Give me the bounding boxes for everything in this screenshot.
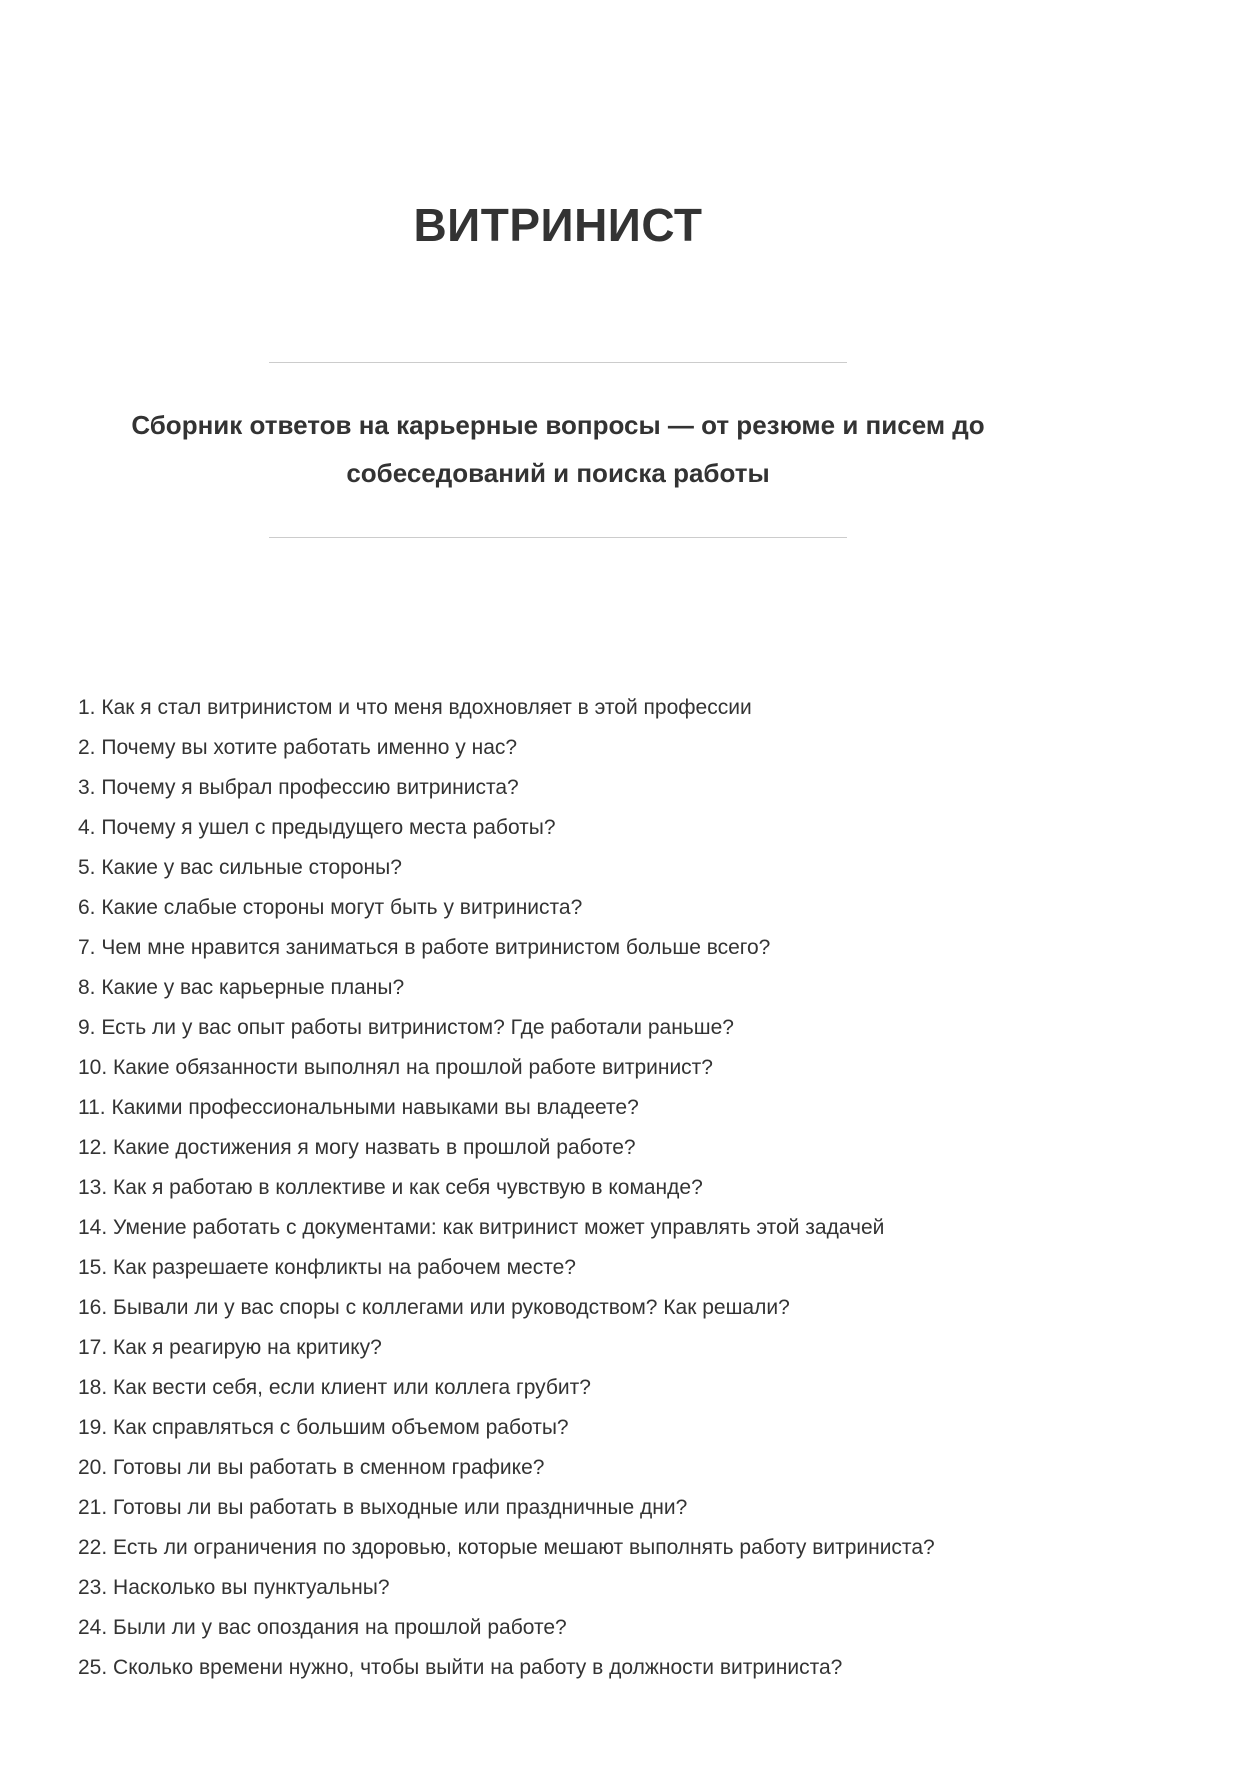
document-page <box>78 31 1038 1681</box>
list-item-text: Как справляться с большим объемом работы? <box>113 1415 569 1439</box>
list-item <box>78 735 1038 761</box>
list-item-number: 3. <box>78 775 96 799</box>
divider-line-top <box>269 362 847 363</box>
list-item-text: Какими профессиональными навыками вы владеете? <box>111 1095 639 1119</box>
list-item <box>78 1135 1038 1161</box>
list-item-text: Бывали ли у вас споры с коллегами или руководством? Как решали? <box>113 1295 790 1319</box>
list-item-number: 8. <box>78 975 96 999</box>
list-item-text: Какие у вас сильные стороны? <box>101 855 402 879</box>
list-item-text: Какие слабые стороны могут быть у витриниста? <box>101 895 583 919</box>
list-item <box>78 1255 1038 1281</box>
list-item-text: Почему я выбрал профессию витриниста? <box>101 775 519 799</box>
list-item <box>78 1615 1038 1641</box>
list-item-text: Сколько времени нужно, чтобы выйти на работу в должности витриниста? <box>113 1655 843 1679</box>
list-item-text: Какие обязанности выполнял на прошлой работе витринист? <box>113 1055 713 1079</box>
list-item <box>78 1455 1038 1481</box>
list-item-number: 25. <box>78 1655 108 1679</box>
list-item <box>78 1335 1038 1361</box>
list-item-text: Готовы ли вы работать в сменном графике? <box>113 1455 545 1479</box>
list-item-text: Есть ли у вас опыт работы витринистом? Где работали раньше? <box>101 1015 734 1039</box>
list-item-text: Насколько вы пунктуальны? <box>113 1575 390 1599</box>
list-item-number: 11. <box>78 1095 106 1119</box>
list-item <box>78 1655 1038 1681</box>
list-item <box>78 695 1038 721</box>
list-item <box>78 775 1038 801</box>
list-item <box>78 1295 1038 1321</box>
list-item-number: 12. <box>78 1135 108 1159</box>
list-item <box>78 1215 1038 1241</box>
list-item-number: 6. <box>78 895 96 919</box>
list-item-number: 15. <box>78 1255 108 1279</box>
list-item <box>78 895 1038 921</box>
list-item <box>78 1495 1038 1521</box>
list-item <box>78 1015 1038 1041</box>
list-item <box>78 935 1038 961</box>
list-item-text: Какие достижения я могу назвать в прошлой работе? <box>113 1135 636 1159</box>
list-item <box>78 1175 1038 1201</box>
list-item-number: 5. <box>78 855 96 879</box>
list-item-number: 17. <box>78 1335 108 1359</box>
list-item-text: Умение работать с документами: как витринист может управлять этой задачей <box>113 1215 885 1239</box>
list-item <box>78 1535 1038 1561</box>
divider-line-bottom <box>269 537 847 538</box>
list-item <box>78 1095 1038 1121</box>
toc-list <box>78 695 1038 1681</box>
list-item-number: 22. <box>78 1535 108 1559</box>
list-item-text: Как я работаю в коллективе и как себя чувствую в команде? <box>113 1175 703 1199</box>
list-item-number: 14. <box>78 1215 108 1239</box>
list-item-number: 23. <box>78 1575 108 1599</box>
page-title: ВИТРИНИСТ <box>413 198 703 251</box>
list-item-number: 10. <box>78 1055 108 1079</box>
list-item-number: 1. <box>78 695 96 719</box>
list-item <box>78 1375 1038 1401</box>
list-item-text: Есть ли ограничения по здоровью, которые мешают выполнять работу витриниста? <box>113 1535 935 1559</box>
list-item-number: 16. <box>78 1295 108 1319</box>
list-item-text: Как разрешаете конфликты на рабочем месте? <box>113 1255 576 1279</box>
list-item-number: 20. <box>78 1455 108 1479</box>
list-item-number: 7. <box>78 935 96 959</box>
list-item-text: Какие у вас карьерные планы? <box>101 975 405 999</box>
list-item <box>78 1575 1038 1601</box>
list-item <box>78 855 1038 881</box>
list-item-number: 9. <box>78 1015 96 1039</box>
list-item-text: Готовы ли вы работать в выходные или праздничные дни? <box>113 1495 688 1519</box>
list-item-number: 21. <box>78 1495 108 1519</box>
list-item-number: 24. <box>78 1615 108 1639</box>
list-item-text: Как вести себя, если клиент или коллега грубит? <box>113 1375 591 1399</box>
list-item-number: 13. <box>78 1175 108 1199</box>
list-item-number: 19. <box>78 1415 108 1439</box>
list-item-text: Как я реагирую на критику? <box>113 1335 382 1359</box>
list-item <box>78 975 1038 1001</box>
list-item-number: 18. <box>78 1375 108 1399</box>
list-item-text: Почему я ушел с предыдущего места работы? <box>101 815 556 839</box>
list-item-text: Почему вы хотите работать именно у нас? <box>101 735 518 759</box>
list-item-number: 4. <box>78 815 96 839</box>
list-item-text: Как я стал витринистом и что меня вдохновляет в этой профессии <box>101 695 752 719</box>
list-item <box>78 815 1038 841</box>
list-item-text: Были ли у вас опоздания на прошлой работе? <box>113 1615 567 1639</box>
page-subtitle: Сборник ответов на карьерные вопросы — от резюме и писем до собеседований и поиска работы <box>131 409 985 488</box>
list-item-text: Чем мне нравится заниматься в работе витринистом больше всего? <box>101 935 771 959</box>
list-item-number: 2. <box>78 735 96 759</box>
list-item <box>78 1415 1038 1441</box>
list-item <box>78 1055 1038 1081</box>
